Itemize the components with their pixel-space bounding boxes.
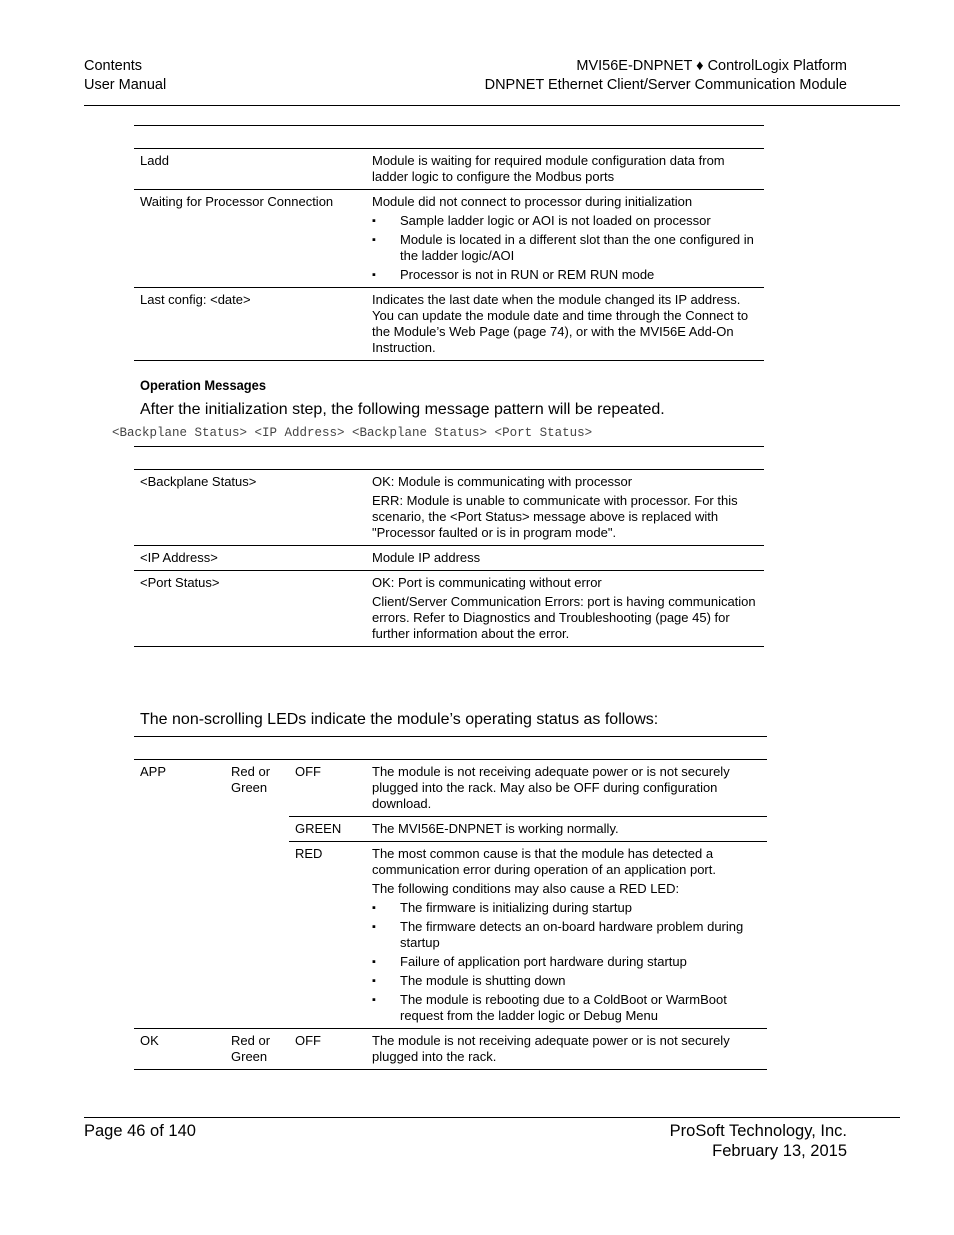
led-description: The module is not receiving adequate power or is not securely plugged into the rack. <box>366 1029 767 1070</box>
message-label: <Port Status> <box>134 571 366 647</box>
bullet-list <box>372 900 761 1024</box>
led-description: The MVI56E-DNPNET is working normally. <box>366 817 767 842</box>
section-heading: Operation Messages <box>140 377 266 393</box>
table-row <box>134 1029 767 1070</box>
led-intro-paragraph: The non-scrolling LEDs indicate the module’s operating status as follows: <box>140 711 659 728</box>
led-description: The module is not receiving adequate power or is not securely plugged into the rack. May also be OFF during configuration download. <box>366 760 767 817</box>
led-table-top-rule <box>134 736 767 737</box>
page-number: Page 46 of 140 <box>84 1122 196 1140</box>
list-item: ▪ The firmware is initializing during startup <box>372 900 761 916</box>
publication-date: February 13, 2015 <box>712 1142 847 1160</box>
company-name: ProSoft Technology, Inc. <box>669 1122 847 1140</box>
led-state: RED <box>289 842 366 1029</box>
bullet-list <box>372 213 758 283</box>
led-state: OFF <box>289 760 366 817</box>
footer-rule <box>84 1117 900 1118</box>
table-row <box>134 190 764 288</box>
list-item: ▪ Processor is not in RUN or REM RUN mode <box>372 267 758 283</box>
led-color: Red or Green <box>225 760 289 1029</box>
led-color: Red or Green <box>225 1029 289 1070</box>
led-state: OFF <box>289 1029 366 1070</box>
led-description: The most common cause is that the module has detected a communication error during operation of an application port. The following conditions may also cause a RED LED: ▪ The firmware is initializing during startup ▪ The firmware detects an on-board hardware problem during startup ▪ Failure of application port hardware during startup ▪ The module is shutting down ▪ The module is rebooting due to a ColdBoot or WarmBoot request from the ladder logic or Debug Menu <box>366 842 767 1029</box>
header-right <box>485 57 847 95</box>
table-row <box>134 470 764 546</box>
header-left <box>84 57 166 95</box>
message-label: <Backplane Status> <box>134 470 366 546</box>
table-row <box>134 546 764 571</box>
led-name: OK <box>134 1029 225 1070</box>
header-doc-type: User Manual <box>84 77 167 93</box>
table-row <box>134 288 764 361</box>
operation-message-table <box>134 469 764 647</box>
table-row <box>134 571 764 647</box>
intro-paragraph: After the initialization step, the following message pattern will be repeated. <box>140 401 665 418</box>
message-label: Waiting for Processor Connection <box>134 190 366 288</box>
table-row <box>134 760 767 817</box>
message-label: <IP Address> <box>134 546 366 571</box>
status-message-table <box>134 148 764 361</box>
table1-top-rule <box>134 125 764 126</box>
list-item: ▪ The firmware detects an on-board hardware problem during startup <box>372 919 761 951</box>
list-item: ▪ Sample ladder logic or AOI is not loaded on processor <box>372 213 758 229</box>
message-label: Last config: <date> <box>134 288 366 361</box>
led-status-table <box>134 759 767 1070</box>
message-pattern: <Backplane Status> <IP Address> <Backplane Status> <Port Status> <box>112 426 593 440</box>
list-item: ▪ The module is rebooting due to a ColdBoot or WarmBoot request from the ladder logic or Debug Menu <box>372 992 761 1024</box>
led-state: GREEN <box>289 817 366 842</box>
list-item: ▪ Module is located in a different slot than the one configured in the ladder logic/AOI <box>372 232 758 264</box>
header-section: Contents <box>84 58 143 74</box>
message-description: Module did not connect to processor during initialization ▪ Sample ladder logic or AOI is not loaded on processor ▪ Module is located in a different slot than the one configured in the ladder logic/AOI ▪ Processor is not in RUN or REM RUN mode <box>366 190 764 288</box>
footer-right <box>670 1121 847 1161</box>
led-name: APP <box>134 760 225 1029</box>
list-item: ▪ Failure of application port hardware during startup <box>372 954 761 970</box>
message-description: Module is waiting for required module configuration data from ladder logic to configure the Modbus ports <box>366 149 764 190</box>
message-label: Ladd <box>134 149 366 190</box>
message-description: Module IP address <box>366 546 764 571</box>
message-description: OK: Module is communicating with processor ERR: Module is unable to communicate with processor. For this scenario, the <Port Status> message above is replaced with "Processor faulted or is in program mode". <box>366 470 764 546</box>
header-module: DNPNET Ethernet Client/Server Communication Module <box>484 77 847 93</box>
table-row <box>134 149 764 190</box>
list-item: ▪ The module is shutting down <box>372 973 761 989</box>
message-description: OK: Port is communicating without error Client/Server Communication Errors: port is having communication errors. Refer to Diagnostics and Troubleshooting (page 45) for further information about the error. <box>366 571 764 647</box>
message-description: Indicates the last date when the module changed its IP address. You can update the module date and time through the Connect to the Module’s Web Page (page 74), or with the MVI56E Add-On Instruction. <box>366 288 764 361</box>
header-rule <box>84 105 900 106</box>
header-product: MVI56E-DNPNET ♦ ControlLogix Platform <box>576 58 847 74</box>
table2-top-rule <box>134 446 764 447</box>
